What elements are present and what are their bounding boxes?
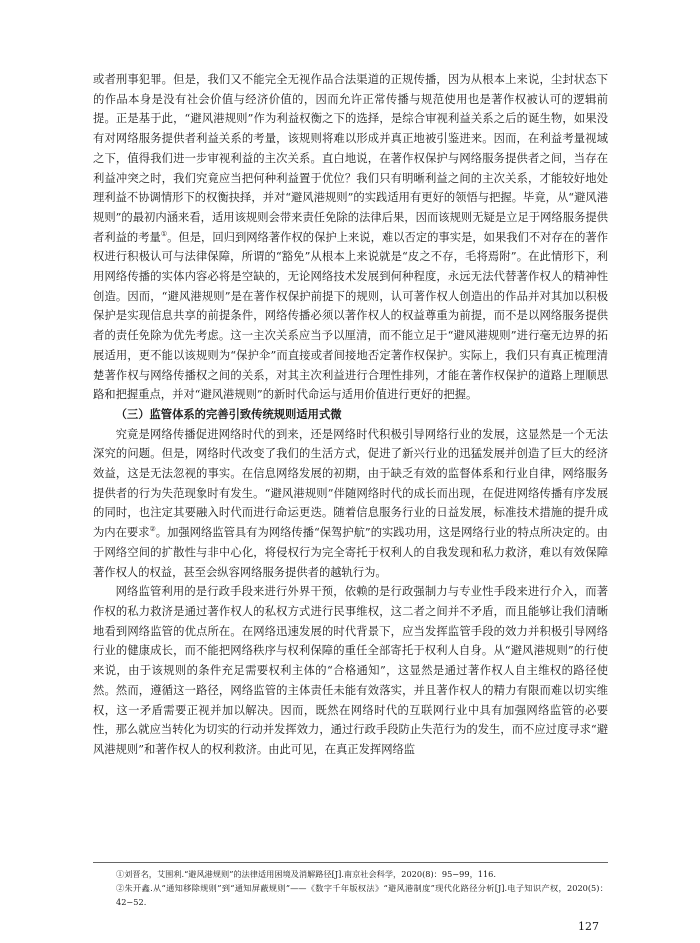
page-number: 127 (578, 920, 599, 933)
footnote: ①刘晋名，艾围利.“避风港规则”的法律适用困境及消解路径[J].南京社会科学，2020(8)：95−99，116. (116, 869, 496, 879)
body-paragraph: 究竟是网络传播促进网络时代的到来，还是网络时代积极引导网络行业的发展，这显然是一个无法深究的问题。但是，网络时代改变了我们的生活方式，促进了新兴行业的迅猛发展并创造了巨大的经济效益，这是无法忽视的事实。在信息网络发展的初期，由于缺乏有效的监督体系和行业自律，网络服务提供者的行为失范现象时有发生。“避风港规则”伴随网络时代的成长而出现，在促进网络传播有序发展的同时，也注定其要融入时代而进行命运更迭。随着信息服务行业的日益发展，标准技术措施的提升成为内在要求②。加强网络监管具有为网络传播“保驾护航”的实践功用，这是网络行业的特点所决定的。由于网络空间的扩散性与非中心化，将侵权行为完全寄托于权利人的自我发现和私力救济，难以有效保障著作权人的权益，甚至会纵容网络服务提供者的越轨行为。 (93, 427, 608, 579)
body-paragraph: 或者刑事犯罪。但是，我们又不能完全无视作品合法渠道的正规传播，因为从根本上来说，尘封状态下的作品本身是没有社会价值与经济价值的，因而允许正常传播与规范使用也是著作权被认可的逻辑前提。正是基于此，“避风港规则”作为利益权衡之下的选择，是综合审视利益关系之后的诞生物，如果没有对网络服务提供者利益关系的考量，该规则将难以形成并真正地被引鉴进来。因而，在利益考量视域之下，值得我们进一步审视利益的主次关系。直白地说，在著作权保护与网络服务提供者之间，当存在利益冲突之时，我们究竟应当把何种利益置于优位？我们只有明晰利益之间的主次关系，才能较好地处理利益不协调情形下的权衡抉择，并对“避风港规则”的实践适用有更好的领悟与把握。毕竟，从“避风港规则”的最初内涵来看，适用该规则会带来责任免除的法律后果，因而该规则无疑是立足于网络服务提供者利益的考量①。但是，回归到网络著作权的保护上来说，难以否定的事实是，如果我们不对存在的著作权进行积极认可与法律保障，所谓的“豁免”从根本上来说就是“皮之不存，毛将焉附”。在此情形下，利用网络传播的实体内容必将是空缺的，无论网络技术发展到何种程度，永远无法代替著作权人的精神性创造。因而，“避风港规则”是在著作权保护前提下的规则，认可著作权人创造出的作品并对其加以积极保护是实现信息共享的前提条件，网络传播必须以著作权人的权益尊重为前提，而不是以网络服务提供者的责任免除为优先考虑。这一主次关系应当予以厘清，而不能立足于“避风港规则”进行毫无边界的拓展适用，更不能以该规则为“保护伞”而直接或者间接地否定著作权保护。实际上，我们只有真正梳理清楚著作权与网络传播权之间的关系，对其主次利益进行合理性排列，才能在著作权保护的道路上理顺思路和把握重点，并对“避风港规则”的新时代命运与适用价值进行更好的把握。 (93, 73, 608, 402)
page-body (93, 70, 608, 760)
footnote: ②朱开鑫.从“通知移除规则”到“通知屏蔽规则”——《数字千年版权法》“避风港制度”现代化路径分析[J].电子知识产权，2020(5)：42−52. (116, 883, 608, 907)
footnote-ref[interactable]: ② (149, 525, 156, 534)
body-paragraph: 网络监管利用的是行政手段来进行外界干预，依赖的是行政强制力与专业性手段来进行介入，而著作权的私力救济是通过著作权人的私权方式进行民事维权，这二者之间并不矛盾，而且能够让我们清晰地看到网络监管的优点所在。在网络迅速发展的时代背景下，应当发挥监管手段的效力并积极引导网络行业的健康成长，而不能把网络秩序与权利保障的重任全部寄托于权利人自身。从“避风港规则”的行使来说，由于该规则的条件充足需要权利主体的“合格通知”，这显然是通过著作权人自主维权的路径使然。然而，遵循这一路径，网络监管的主体责任未能有效落实，并且著作权人的精力有限而难以切实维权，这一矛盾需要正视并加以解决。因而，既然在网络时代的互联网行业中具有加强网络监管的必要性，那么就应当转化为切实的行动并发挥效力，通过行政手段防止失范行为的发生，而不应过度寻求“避风港规则”和著作权人的权利救济。由此可见，在真正发挥网络监 (93, 585, 608, 756)
section-heading: （三）监管体系的完善引致传统规则适用式微 (115, 407, 342, 421)
footnotes (93, 862, 608, 909)
footnote-ref[interactable]: ① (160, 229, 168, 238)
